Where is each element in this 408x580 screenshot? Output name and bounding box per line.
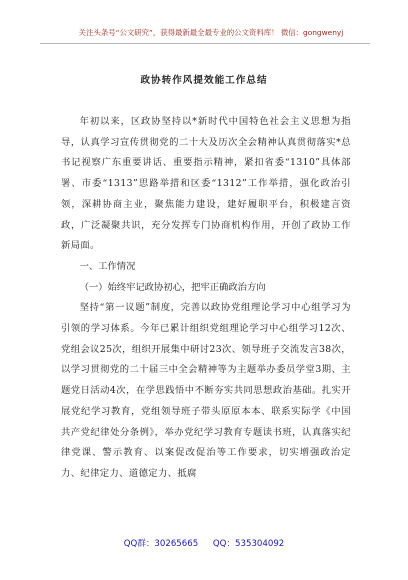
- subsection-heading: （一）始终牢记政协初心，把牢正确政治方向: [79, 281, 266, 293]
- footer-qq: QQ：535304092: [212, 539, 285, 549]
- document-title: 政协转作风提效能工作总结: [140, 75, 268, 86]
- header-banner: 关注头条号“公文研究”，获得最新最全最专业的公文资料库！ 微信：gongwenyj: [78, 28, 344, 37]
- intro-paragraph: 年初以来，区政协坚持以*新时代中国特色社会主义思想为指导，认真学习宣传贯彻党的二十大及历次全会精神认真贯彻落实*总书记视察广东重要讲话、重要指示精神，紧扣省委“1310”具体部署、市委“1313”思路举措和区委“1312”工作举措，强化政治引领，深耕协商主业，聚焦能力建设，建好履职平台，积极建言资政，广泛凝聚共识，充分发挥专门协商机构作用，开创了政协工作新局面。: [61, 116, 351, 252]
- footer-contact: [0, 537, 408, 549]
- header-divider: [40, 43, 370, 44]
- document-body: [61, 112, 351, 485]
- body-paragraph: 坚持“第一议题”制度，完善以政协党组理论学习中心组学习为引领的学习体系。今年已累计组织党组理论学习中心组学习12次、党组会议25次，组织开展集中研讨23次、领导班子交流发言38次，以学习贯彻党的二十届三中全会精神等为主题举办委员学堂3期、主题党日活动4次，在学思践悟中不断夯实共同思想政治基础。扎实开展党纪学习教育，党组领导班子带头原原本本、联系实际学《中国共产党纪律处分条例》，举办党纪学习教育专题读书班，认真落实纪律党课、警示教育、以案促改促治等工作要求，切实增强政治定力、纪律定力、道德定力、抵腐: [61, 302, 352, 479]
- section-heading: 一、工作情况: [79, 260, 136, 272]
- footer-qq-group: QQ群：30265665: [123, 539, 199, 549]
